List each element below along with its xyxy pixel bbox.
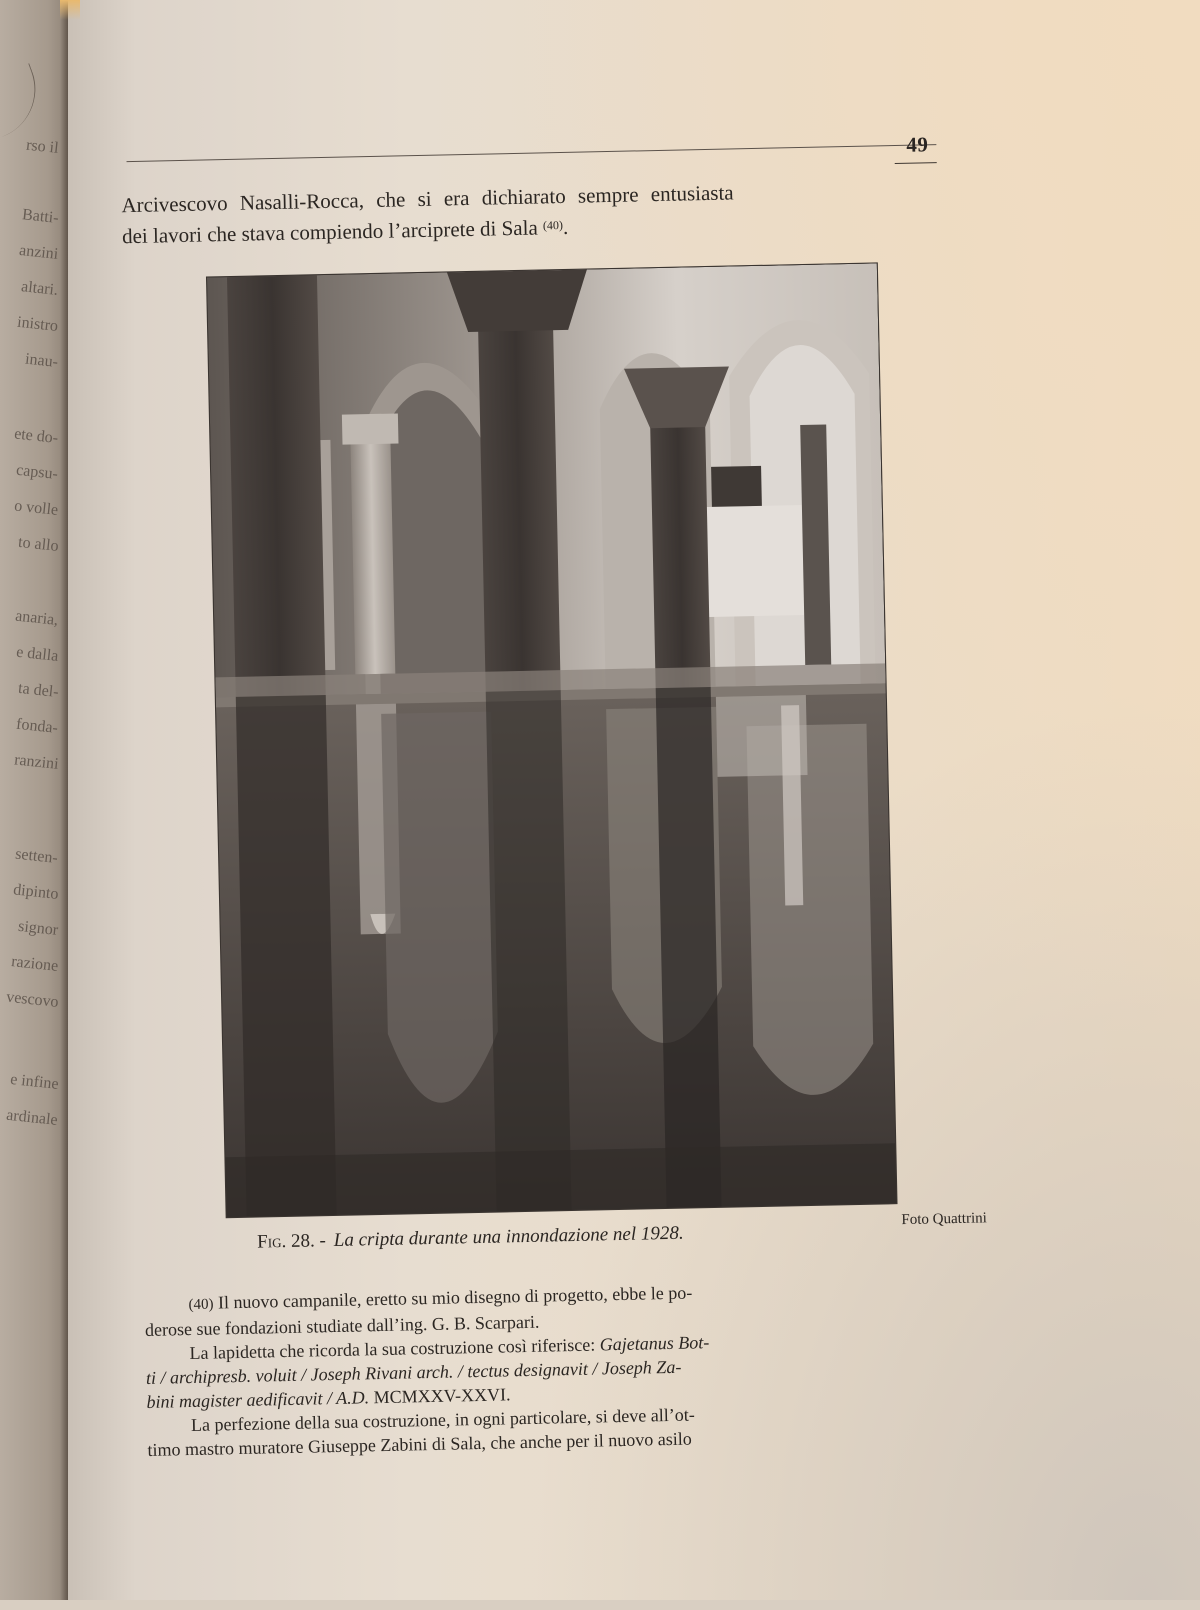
left-page-fragment: inistro: [16, 313, 59, 335]
body-line: Arcivescovo Nasalli-Rocca, che si era dichiarato sempre entusiasta: [121, 180, 734, 218]
figure-caption: [256, 1210, 988, 1261]
left-page-fragment: e dalla: [15, 643, 59, 665]
footnote-line: timo mastro muratore Giuseppe Zabini di Sala, che anche per il nuovo asilo: [147, 1428, 692, 1460]
left-page-fragment: inau-: [24, 350, 59, 371]
page-number-underline: [895, 162, 937, 164]
left-page-fragment: ta del-: [16, 679, 59, 701]
footnote-40: [144, 1274, 997, 1462]
left-page-fragment: rso il: [24, 136, 59, 157]
left-page-fragment: ete do-: [13, 425, 59, 447]
left-page-fragment: ardinale: [5, 1106, 59, 1129]
footnote-line: derose sue fondazioni studiate dall’ing. G. B. Scarpari.: [144, 1311, 540, 1340]
left-page-fragment: ranzini: [12, 751, 59, 773]
left-page-fragment: Batti-: [20, 206, 59, 227]
figure-caption-text: La cripta durante una innondazione nel 1928.: [333, 1222, 684, 1251]
left-page-fragment: anzini: [18, 241, 59, 263]
left-page-fragment: to allo: [16, 533, 59, 555]
body-paragraph: [121, 174, 942, 251]
body-line-text: dei lavori che stava compiendo l’arciprete di Sala: [121, 215, 539, 249]
left-page-fragment: altari.: [20, 278, 59, 299]
left-page-fragment: o volle: [13, 497, 59, 519]
body-line-end: .: [562, 214, 569, 239]
left-page-fragment: razione: [10, 953, 59, 975]
inscription-date: MCMXXV-XXVI.: [373, 1384, 511, 1408]
footnote-reference[interactable]: (40): [542, 217, 564, 233]
footnote-text: Il nuovo campanile, eretto su mio disegno di progetto, ebbe le po-: [217, 1282, 693, 1313]
left-page-fragment: vescovo: [5, 988, 59, 1011]
inscription-text: Gajetanus Bot-: [599, 1332, 710, 1355]
figure-label: Fig. 28. -: [256, 1230, 327, 1253]
footnote-text: La lapidetta che ricorda la sua costruzione così riferisce:: [189, 1334, 600, 1364]
inscription-text: bini magister aedificavit / A.D.: [146, 1387, 374, 1412]
crypt-photograph: [207, 263, 897, 1217]
footnote-number: (40): [188, 1296, 214, 1314]
book-page: [68, 0, 1200, 1600]
left-page-fragment: dipinto: [12, 881, 59, 903]
left-page-fragment: e infine: [9, 1070, 59, 1093]
left-page-fragment: setten-: [14, 845, 59, 867]
footnote-line: La perfezione della sua costruzione, in ogni particolare, si deve all’ot-: [190, 1404, 695, 1436]
left-page-fragment: fonda-: [15, 715, 59, 737]
page-content: [51, 0, 1200, 1610]
left-page-pencil-mark: [0, 63, 50, 137]
header-rule: [127, 144, 937, 162]
left-page-fragment: anaria,: [14, 607, 59, 629]
photo-image: [207, 263, 897, 1217]
inscription-line: ti / archipresb. voluit / Joseph Rivani arch. / tectus designavit / Joseph Za-: [145, 1356, 682, 1388]
left-page-fragment: signor: [17, 917, 59, 939]
page-number: 49: [906, 132, 929, 157]
left-page-fragment: capsu-: [15, 461, 59, 483]
photo-credit: Foto Quattrini: [901, 1210, 988, 1229]
